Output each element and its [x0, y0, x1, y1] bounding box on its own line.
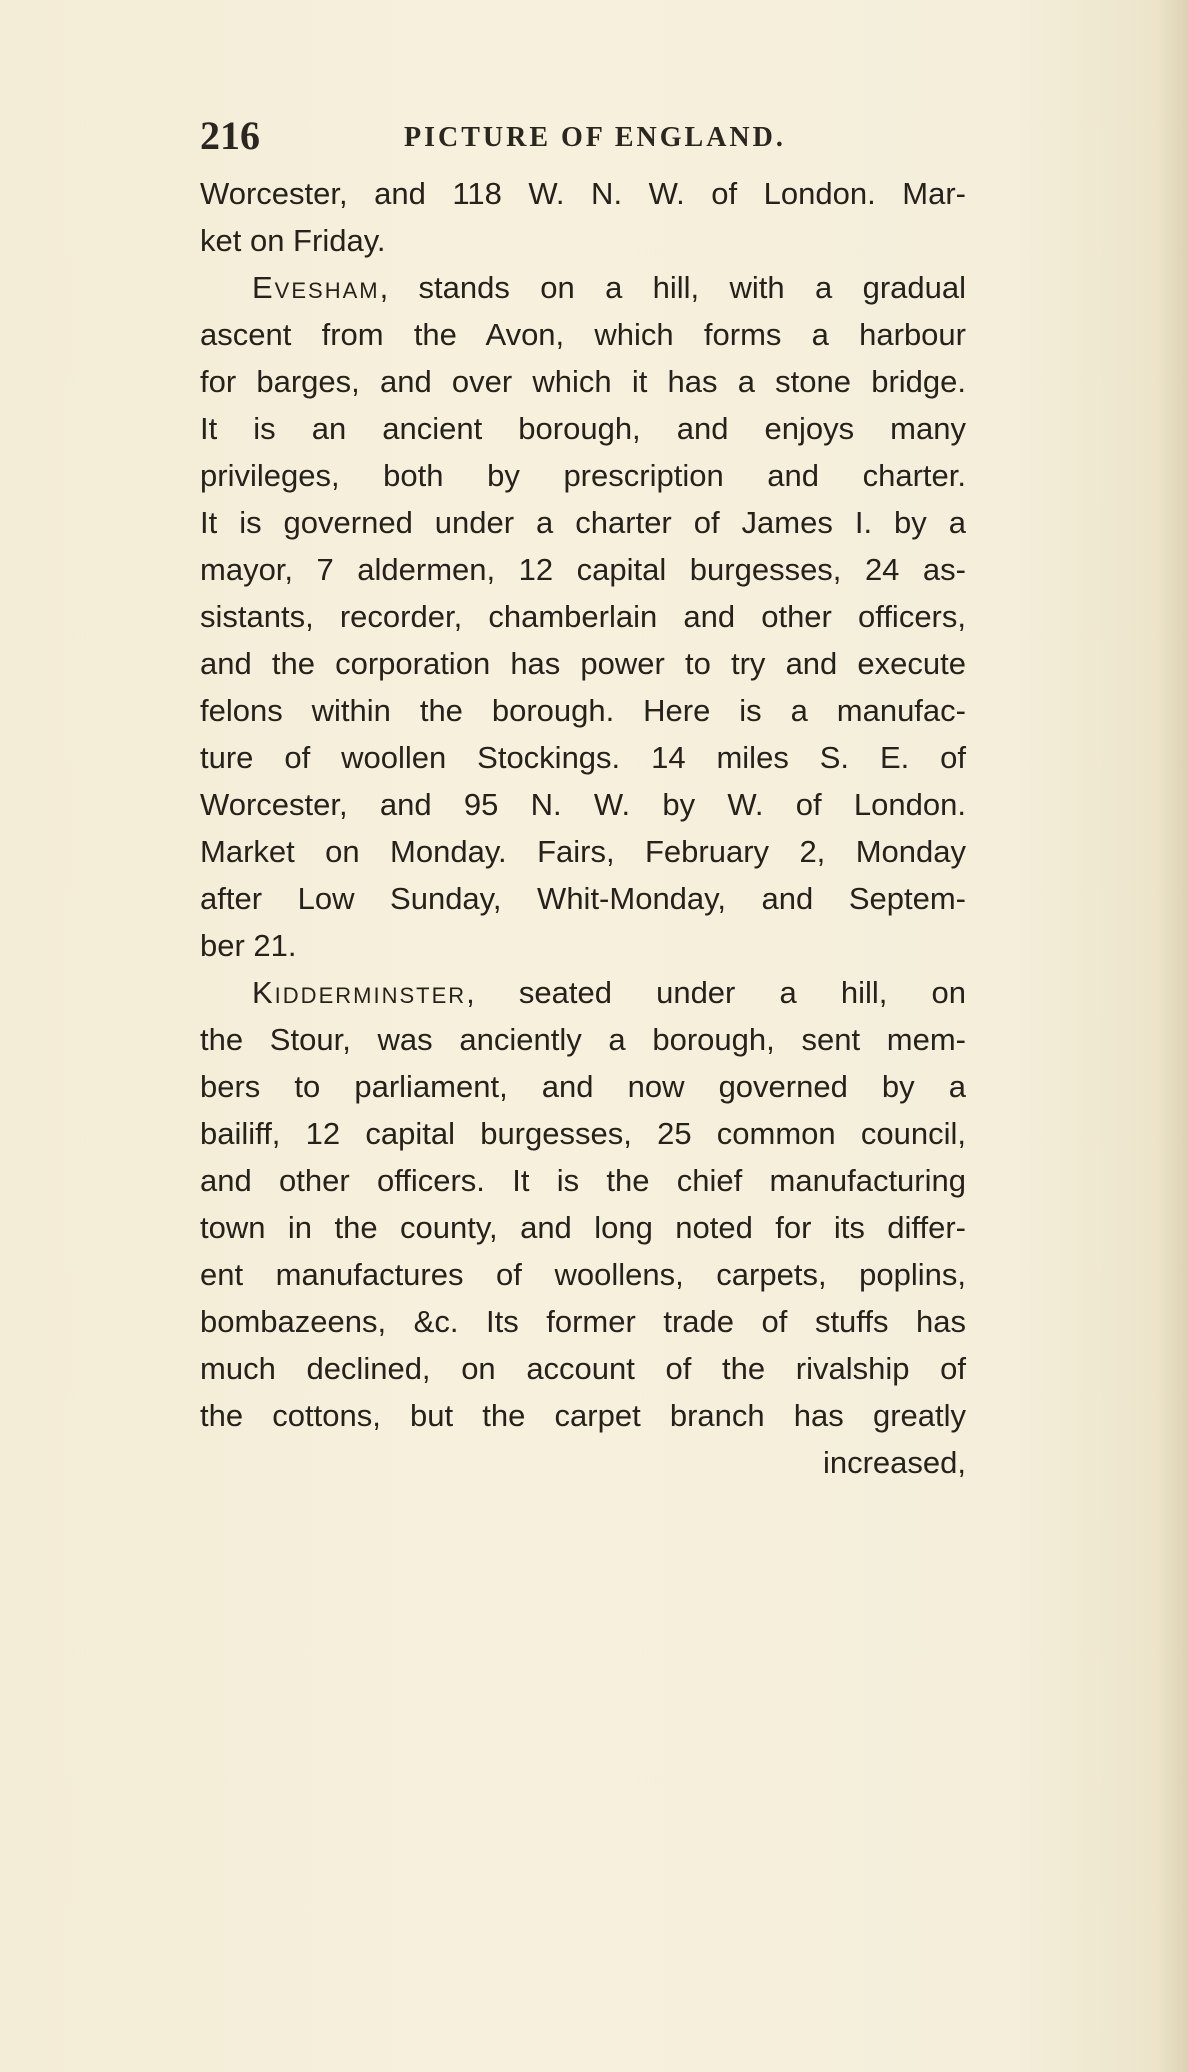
text-line: and the corporation has power to try and execute [200, 646, 966, 681]
text-line: mayor, 7 aldermen, 12 capital burgesses, 24 as- [200, 552, 966, 587]
paragraph-evesham-start: Evesham, stands on a hill, with a gradual [252, 270, 966, 305]
running-head: PICTURE OF ENGLAND. [404, 122, 786, 153]
text-line: ascent from the Avon, which forms a harbour [200, 317, 966, 352]
text-line: privileges, both by prescription and charter. [200, 458, 966, 493]
text-line: It is an ancient borough, and enjoys many [200, 411, 966, 446]
text-line: and other officers. It is the chief manufacturing [200, 1163, 966, 1198]
catchword: increased, [822, 1445, 966, 1480]
text-line: the Stour, was anciently a borough, sent mem- [200, 1022, 966, 1057]
text-line: It is governed under a charter of James I. by a [200, 505, 966, 540]
text-line: felons within the borough. Here is a manufac- [200, 693, 966, 728]
page-number: 216 [200, 113, 260, 158]
text-line: ber 21. [200, 928, 297, 963]
text-line: ket on Friday. [200, 223, 386, 258]
text-line: the cottons, but the carpet branch has greatly [200, 1398, 966, 1433]
text-line: bailiff, 12 capital burgesses, 25 common council, [200, 1116, 966, 1151]
text-line: Worcester, and 95 N. W. by W. of London. [200, 787, 966, 822]
text-line: sistants, recorder, chamberlain and other officers, [200, 599, 966, 634]
text-line: much declined, on account of the rivalship of [200, 1351, 966, 1386]
body-text [200, 170, 966, 1486]
text-line: bers to parliament, and now governed by a [200, 1069, 966, 1104]
text-line: bombazeens, &c. Its former trade of stuffs has [200, 1304, 966, 1339]
text-line: Market on Monday. Fairs, February 2, Monday [200, 834, 966, 869]
paragraph-kidderminster-start: Kidderminster, seated under a hill, on [252, 975, 966, 1010]
text-line: ent manufactures of woollens, carpets, poplins, [200, 1257, 966, 1292]
page-edge-shadow [1158, 0, 1188, 2072]
text-line: ture of woollen Stockings. 14 miles S. E. of [200, 740, 966, 775]
text-line: for barges, and over which it has a stone bridge. [200, 364, 966, 399]
text-line: town in the county, and long noted for its differ- [200, 1210, 966, 1245]
text-line: after Low Sunday, Whit-Monday, and Septem- [200, 881, 966, 916]
text-line: Worcester, and 118 W. N. W. of London. Mar- [200, 176, 966, 211]
page-header [200, 112, 960, 162]
